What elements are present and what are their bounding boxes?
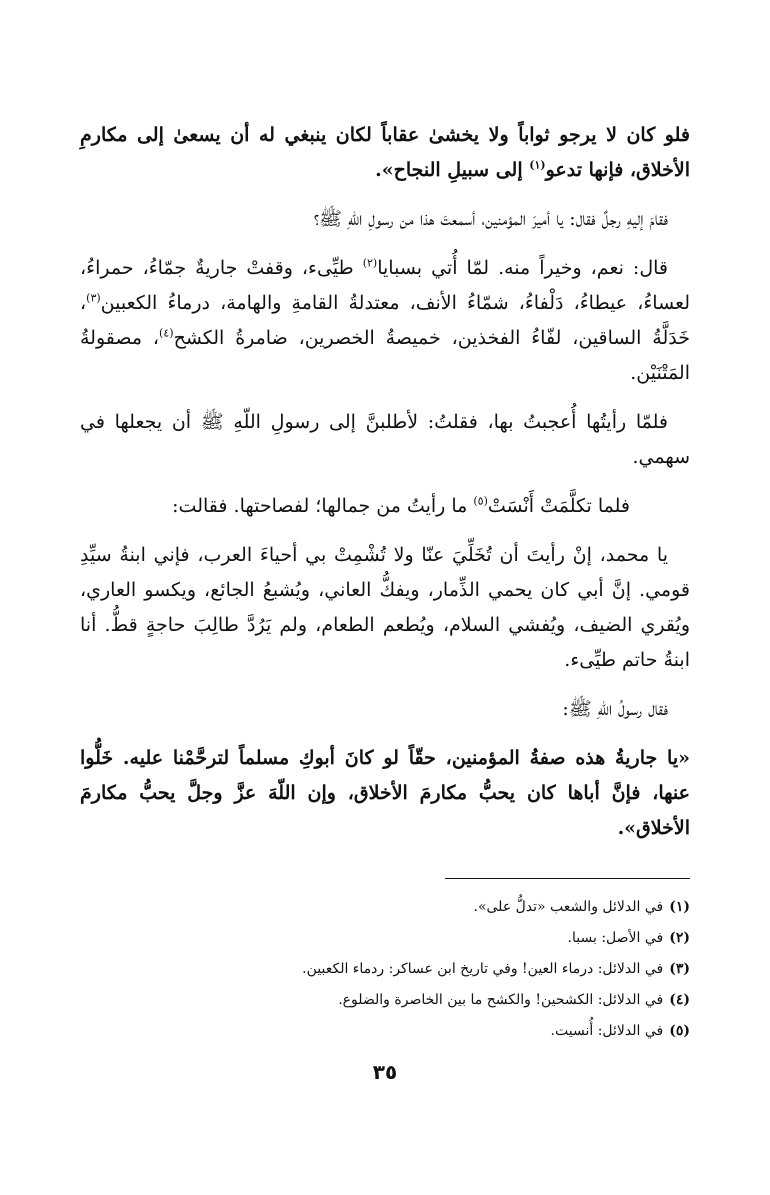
paragraph-text: قال: نعم، وخيراً منه. لمّا أُتي بسبايا xyxy=(377,257,668,279)
paragraph-text: «يا جاريةُ هذه صفةُ المؤمنين، حقّاً لو كانَ أبوكِ مسلماً لترحَّمْنا عليه. خَلُّوا عنها، فإنَّ أباها كان يحبُّ مكارمَ الأخلاق، وإن اللّهَ عزَّ وجلَّ يحبُّ مكارمَ الأخلاق». xyxy=(80,747,690,839)
paragraph-1 xyxy=(80,118,690,188)
page-number: ٣٥ xyxy=(372,1060,398,1084)
footnote-marker: (٥) xyxy=(473,494,488,508)
footnote-number: (١) xyxy=(669,899,690,915)
footnote-text: في الأصل: بسبا. xyxy=(567,930,664,946)
footnote-separator xyxy=(445,878,690,879)
paragraph-text: يا محمد، إنْ رأيتَ أن تُخَلِّيَ عنّا ولا تُشْمِتْ بي أحياءَ العرب، فإني ابنةُ سيِّدِ قومي. إنَّ أبي كان يحمي الذِّمار، ويفكُّ العاني، ويُشبعُ الجائع، ويكسو العاري، ويُقري الضيف، ويُفشي السلام، ويُطعم الطعام، ولم يَرُدَّ طالِبَ حاجةٍ قطُّ. أنا ابنةُ حاتم طيِّىء. xyxy=(80,544,690,671)
footnote-text: في الدلائل: درماء العين! وفي تاريخ ابن عساكر: ردماء الكعبين. xyxy=(302,961,664,977)
paragraph-4 xyxy=(80,405,690,475)
footnote-marker: (٣) xyxy=(86,291,101,305)
footnote-number: (٣) xyxy=(669,961,690,977)
footnote-number: (٢) xyxy=(669,930,690,946)
footnote-item xyxy=(80,985,690,1016)
paragraph-text: ما رأيتُ من جمالها؛ لفصاحتها. فقالت: xyxy=(172,495,474,517)
footnote-item xyxy=(80,892,690,923)
paragraph-6 xyxy=(80,538,690,678)
footnote-item xyxy=(80,1016,690,1047)
paragraph-text: ، خَدَلَّةُ الساقين، لفّاءُ الفخذين، خميصةُ الخصرين، ضامرةُ الكشح xyxy=(80,292,690,349)
footnote-marker: (٤) xyxy=(159,326,174,340)
paragraph-2 xyxy=(80,202,690,237)
paragraph-8 xyxy=(80,741,690,846)
paragraph-text: إلى سبيلِ النجاح». xyxy=(375,159,530,181)
footnote-text: في الدلائل والشعب «تدلُّ على». xyxy=(473,899,664,915)
footnote-item xyxy=(80,954,690,985)
paragraph-text: ، مصقولةُ المَتْنَيْن. xyxy=(80,327,690,384)
footnote-number: (٤) xyxy=(669,992,690,1008)
footnote-marker: (٢) xyxy=(362,256,378,270)
paragraph-text: فلو كان لا يرجو ثواباً ولا يخشىٰ عقاباً لكان ينبغي له أن يسعىٰ إلى مكارمِ الأخلاق، فإنها تدعو xyxy=(80,124,690,181)
paragraph-text: فلما تكلَّمَتْ أَنْسَتْ xyxy=(487,495,630,517)
footnote-marker: (١) xyxy=(529,158,546,172)
paragraph-7 xyxy=(80,692,690,727)
footnote-text: في الدلائل: أُنسيت. xyxy=(550,1023,664,1039)
footnotes xyxy=(80,892,690,1047)
paragraph-3 xyxy=(80,251,690,391)
paragraph-text: فقال رسولُ اللّهِ ﷺ: xyxy=(562,698,668,720)
paragraph-5 xyxy=(80,489,690,524)
footnote-item xyxy=(80,923,690,954)
footnote-number: (٥) xyxy=(669,1023,690,1039)
footnote-text: في الدلائل: الكشحين! والكشح ما بين الخاصرة والضلوع. xyxy=(338,992,664,1008)
paragraph-text: فلمّا رأيتُها أُعجبتُ بها، فقلتُ: لأطلبنَّ إلى رسولِ اللّهِ ﷺ أن يجعلها في سهمي. xyxy=(80,411,690,468)
main-text xyxy=(80,118,690,860)
paragraph-text: فقامَ إليهِ رجلٌ فقال: يا أميرَ المؤمنين، أسمعتَ هذا من رسولِ اللّهِ ﷺ؟ xyxy=(313,208,668,230)
paragraph-text: طيِّىء، وقفتْ جاريةٌ جمّاءُ، حمراءُ، لعساءُ، عيطاءُ، دَلْفاءُ، شمّاءُ الأنف، معتدلةُ القامةِ والهامة، درماءُ الكعبين xyxy=(80,257,690,314)
